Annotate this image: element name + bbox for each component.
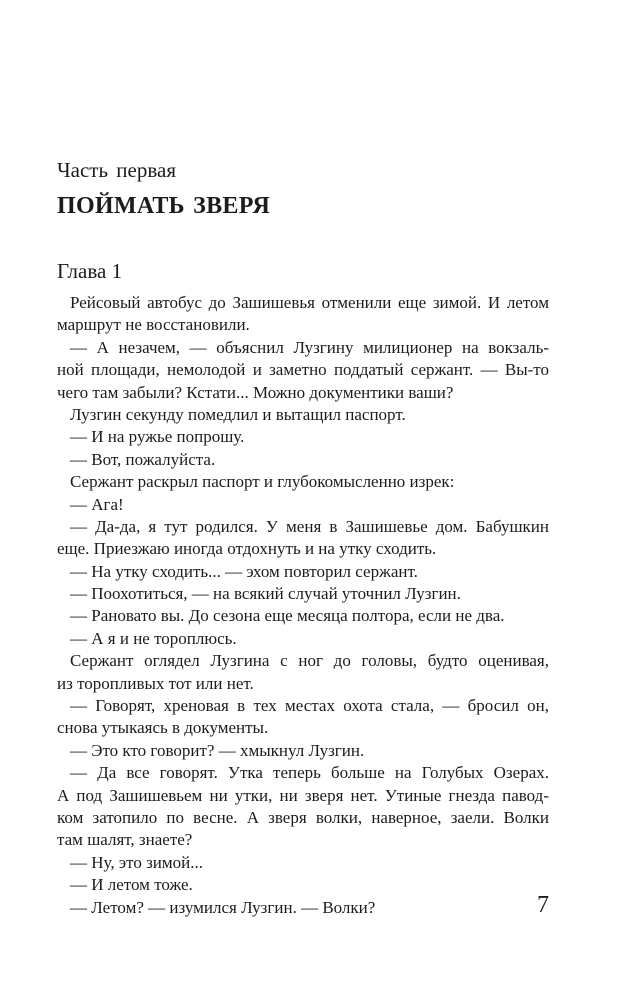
text-line: Лузгин секунду помедлил и вытащил паспорт. [70,404,406,424]
text-line: — Летом? — изумился Лузгин. — Волки? [70,897,376,917]
text-line: ком затопило по весне. А зверя волки, наверное, заели. Волки [57,807,549,827]
text-line: — Ага! [70,494,124,514]
text-line: чего там забыли? Кстати... Можно документики ваши? [57,382,454,402]
text-line: Сержант оглядел Лузгина с ног до головы, будто оценивая, [70,651,549,671]
text-line: — Да все говорят. Утка теперь больше на Голубых Озерах. [70,763,549,783]
text-line: — Ну, это зимой... [70,852,203,872]
text-line: — И летом тоже. [70,875,193,895]
text-line: Рейсовый автобус до Зашишевья отменили еще зимой. И летом [70,293,549,312]
text-line: ной площади, немолодой и заметно поддатый сержант. — Вы-то [57,360,549,380]
text-line: — На утку сходить... — эхом повторил сержант. [70,561,418,581]
text-line: — Рановато вы. До сезона еще месяца полтора, если не два. [70,606,505,626]
text-line: снова утыкаясь в документы. [57,718,269,738]
text-line: из торопливых тот или нет. [57,673,254,693]
text-line: — А я и не тороплюсь. [70,628,237,648]
text-line: Сержант раскрыл паспорт и глубокомысленно изрек: [70,472,455,492]
chapter-label: Глава 1 [57,259,123,283]
text-line: — Говорят, хреновая в тех местах охота стала, — бросил он, [70,696,549,716]
text-line: там шалят, знаете? [57,830,193,850]
text-line: — Поохотиться, — на всякий случай уточнил Лузгин. [70,584,461,604]
text-line: маршрут не восстановили. [57,315,250,335]
part-label: Часть первая [57,158,176,182]
text-line: — Вот, пожалуйста. [70,449,216,469]
text-line: еще. Приезжаю иногда отдохнуть и на утку сходить. [57,539,437,559]
text-line: — Это кто говорит? — хмыкнул Лузгин. [70,740,365,760]
text-line: — А незачем, — объяснил Лузгину милиционер на вокзаль- [70,337,549,357]
text-line: А под Зашишевьем ни утки, ни зверя нет. Утиные гнезда павод- [57,785,549,805]
page-number: 7 [537,892,549,918]
part-title: ПОЙМАТЬ ЗВЕРЯ [57,193,271,219]
text-line: — Да-да, я тут родился. У меня в Зашишевье дом. Бабушкин [70,516,549,536]
body-text [57,292,549,919]
text-line: — И на ружье попрошу. [70,427,245,447]
